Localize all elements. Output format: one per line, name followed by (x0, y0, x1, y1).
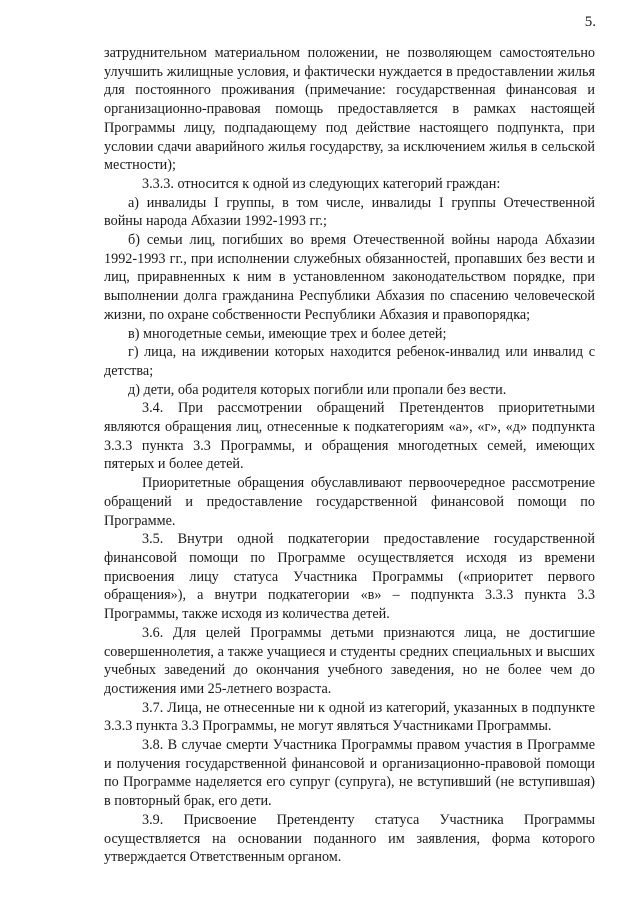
list-item-v: в) многодетные семьи, имеющие трех и более детей; (128, 325, 447, 342)
document-body (104, 44, 595, 867)
paragraph-3-4: 3.4. При рассмотрении обращений Претендентов приоритетными являются обращения лиц, отнесенные к подкатегориям «а», «г», «д» подпункта 3.3.3 пункта 3.3 Программы, и обращения многодетных семей, имеющих пятерых и более детей. (104, 400, 595, 473)
paragraph-continuation: затруднительном материальном положении, не позволяющем самостоятельно улучшить жилищные условия, и фактически нуждается в предоставлении жилья для постоянного проживания (примечание: государственная финансовая и организационно-правовая помощь предоставляется в рамках настоящей Программы лицу, подпадающему под действие настоящего подпункта, при условии сдачи аварийного жилья государству, за исключением жилья в сельской местности); (104, 45, 595, 174)
paragraph-3-3-3: 3.3.3. относится к одной из следующих категорий граждан: (142, 175, 501, 192)
paragraph-3-5: 3.5. Внутри одной подкатегории предоставление государственной финансовой помощи по Программе осуществляется исходя из времени присвоения лицу статуса Участника Программы («приоритет первого обращения»), а внутри подкатегории «в» – подпункта 3.3.3 пункта 3.3 Программы, также исходя из количества детей. (104, 531, 595, 623)
list-item-b: б) семьи лиц, погибших во время Отечественной войны народа Абхазии 1992-1993 гг., при исполнении служебных обязанностей, пропавших без вести и лиц, приравненных к ним в установленном законодательством порядке, при выполнении долга гражданина Республики Абхазия по спасению человеческой жизни, по охране собственности Республики Абхазия и правопорядка; (104, 232, 595, 323)
list-item-g: г) лица, на иждивении которых находится ребенок-инвалид или инвалид с детства; (104, 344, 595, 379)
paragraph-3-6: 3.6. Для целей Программы детьми признаются лица, не достигшие совершеннолетия, а также учащиеся и студенты средних специальных и высших учебных заведений до окончания учебного заведения, но не более чем до достижения ими 25-летнего возраста. (104, 624, 595, 697)
paragraph-3-9: 3.9. Присвоение Претенденту статуса Участника Программы осуществляется на основании поданного им заявления, форма которого утверждается Ответственным органом. (104, 811, 595, 866)
list-item-d: д) дети, оба родителя которых погибли или пропали без вести. (128, 381, 507, 398)
paragraph-priority: Приоритетные обращения обуславливают первоочередное рассмотрение обращений и предоставление государственной финансовой помощи по Программе. (104, 475, 595, 529)
page-number: 5. (584, 14, 596, 30)
paragraph-3-8: 3.8. В случае смерти Участника Программы правом участия в Программе и получения государственной финансовой и организационно-правовой помощи по Программе наделяется его супруг (супруга), не вступивший (не вступившая) в повторный брак, его дети. (104, 737, 595, 810)
list-item-a: а) инвалиды I группы, в том числе, инвалиды I группы Отечественной войны народа Абхазии 1992-1993 гг.; (104, 194, 595, 230)
paragraph-3-7: 3.7. Лица, не отнесенные ни к одной из категорий, указанных в подпункте 3.3.3 пункта 3.3 Программы, не могут являться Участниками Программы. (104, 699, 595, 735)
